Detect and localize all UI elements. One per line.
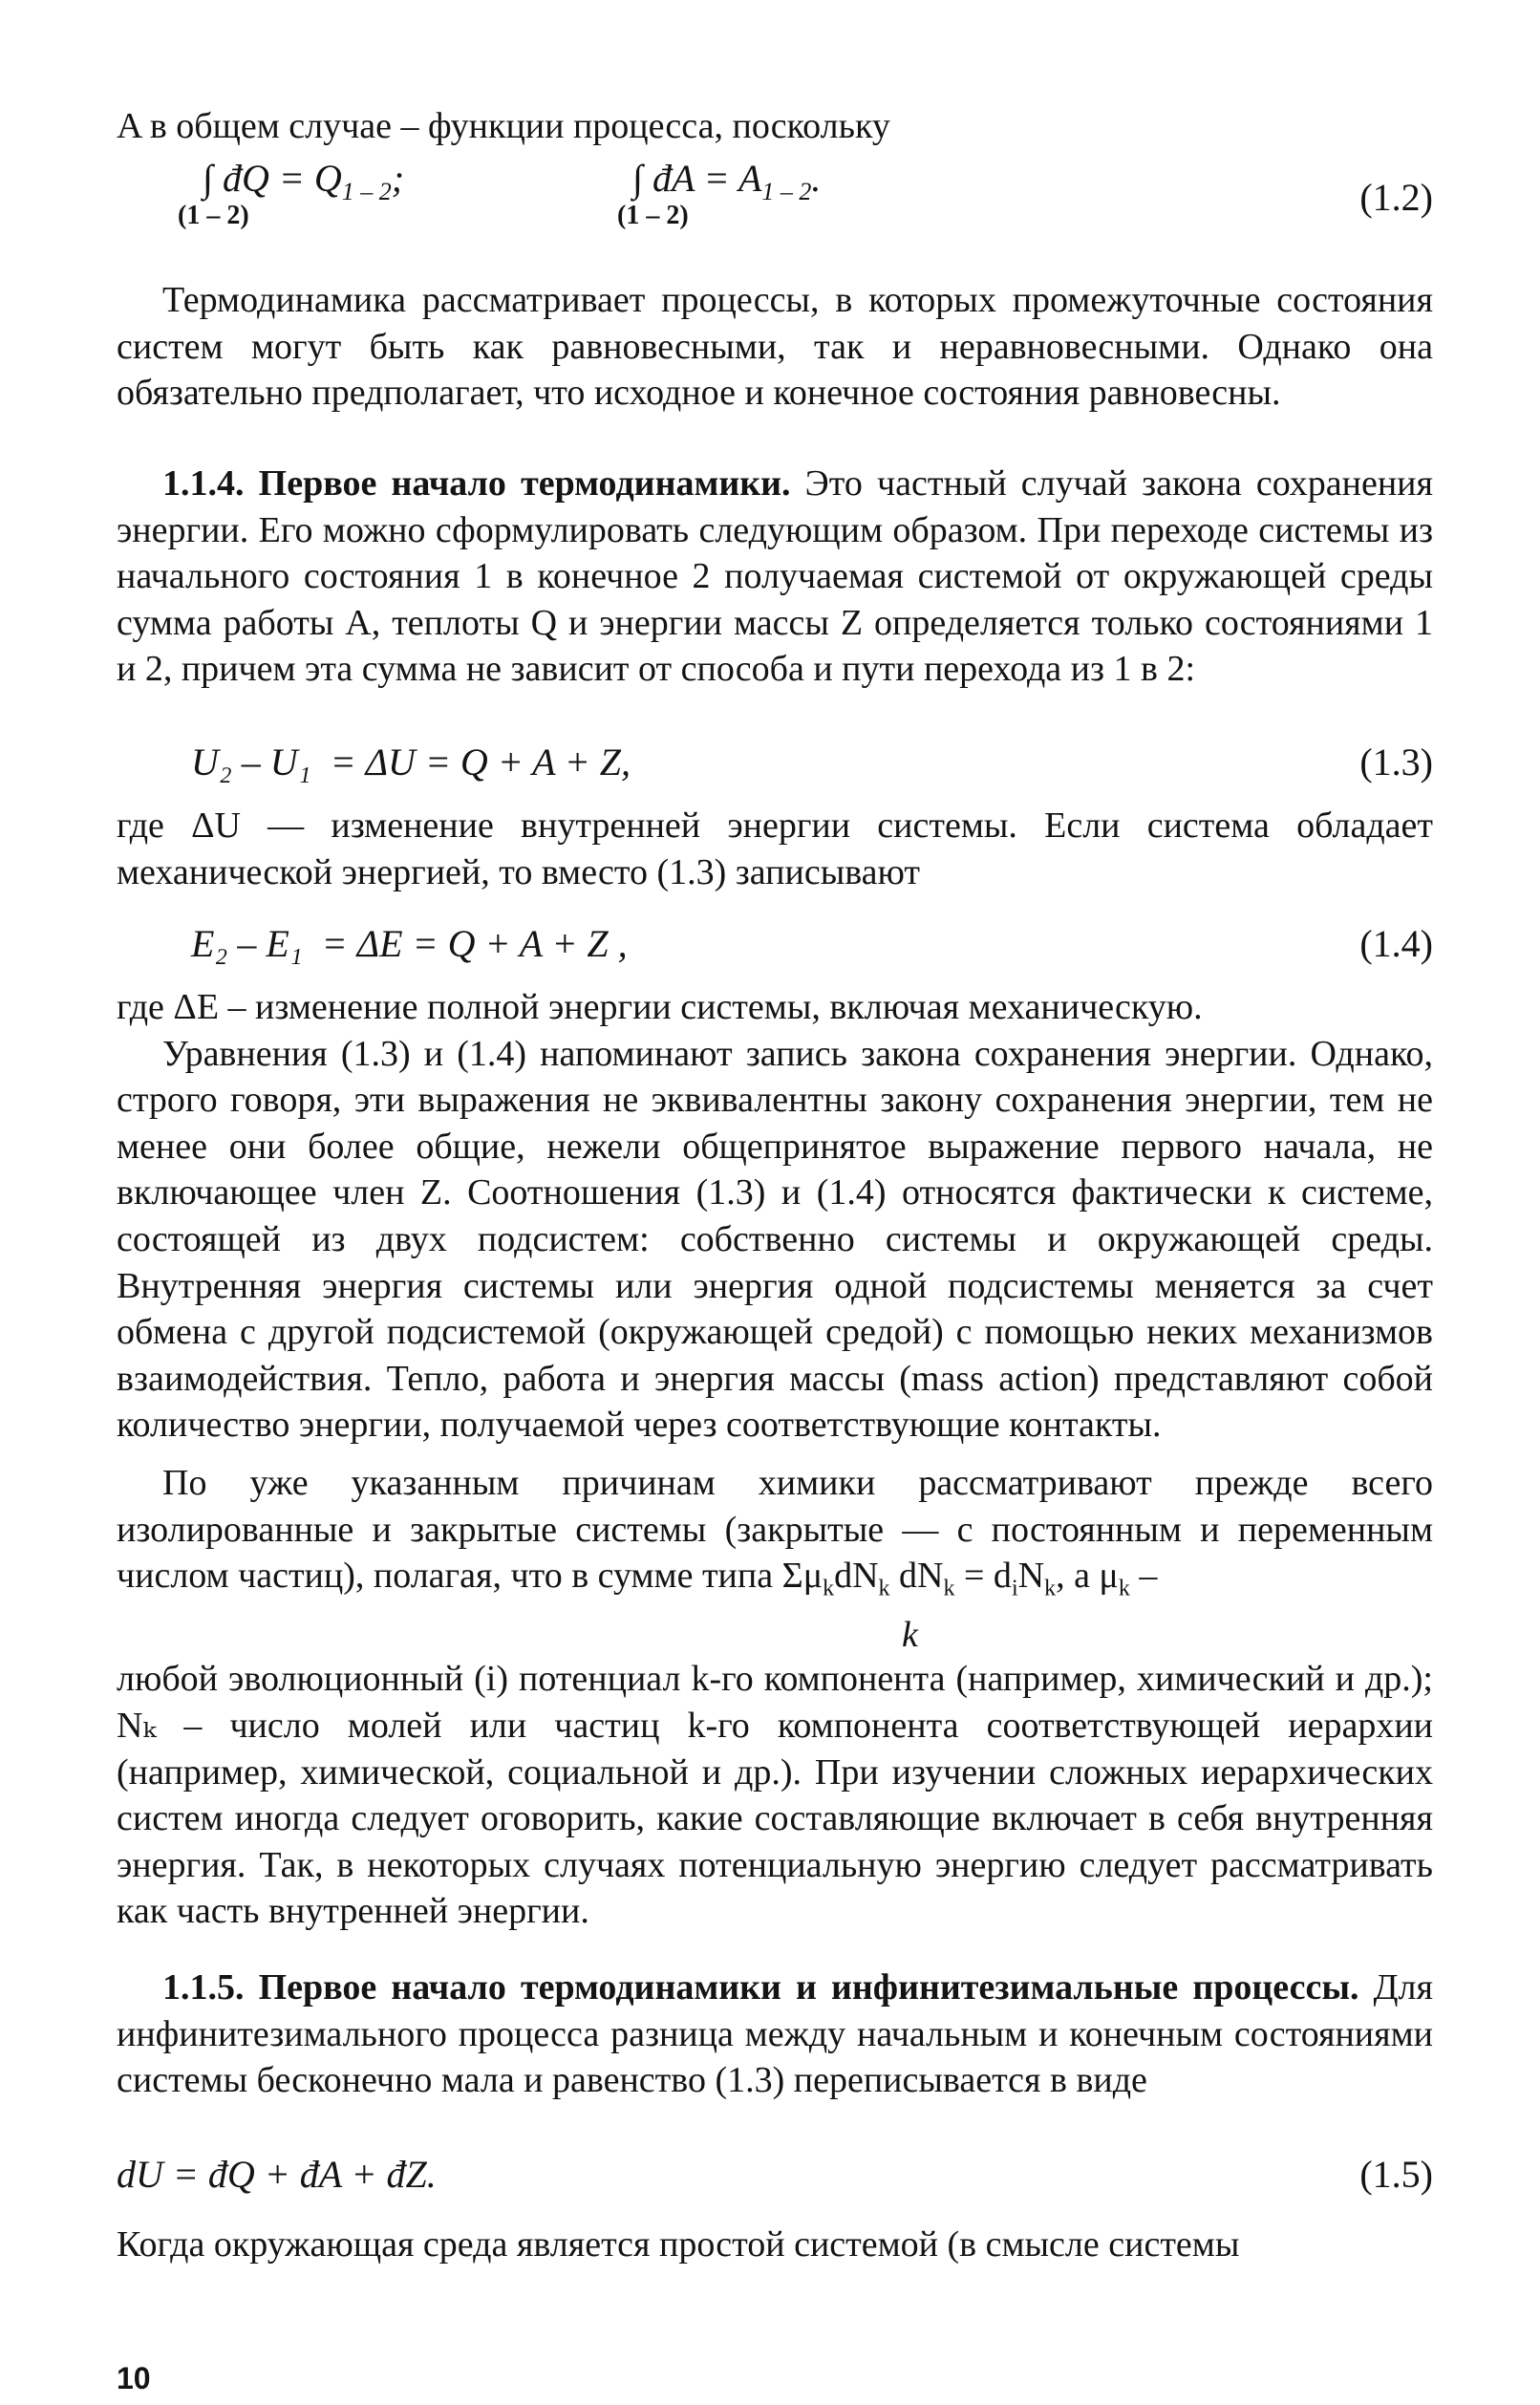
intro-line: A в общем случае – функции процесса, поскольку (117, 106, 890, 146)
paragraph-intro: Термодинамика рассматривает процессы, в которых промежуточные состояния систем могут быть как равновесными, так и неравновесными. Однако она обязательно предполагает, что исходное и конечное состояния равновесны. (117, 280, 1433, 414)
paragraph-chemists: По уже указанным причинам химики рассматривают прежде всего изолированные и закрытые системы (закрытые — с постоянным и переменным числом частиц), полагая, что в сумме типа $\Sigma\mu_kdN_k$ $dN_k = d_iN_k$, а $\mu_k$ – k любой эволюционный (i) потенциал k-го компонента (например, химический и др.); Nₖ – число молей или частиц k-го компонента соответствующей иерархии (например, химической, социальной и др.). При изучении сложных иерархических систем иногда следует оговорить, какие составляющие включает в себя внутренняя энергия. Так, в некоторых случаях потенциальную энергию следует рассматривать как часть внутренней энергии. (117, 1463, 1433, 1932)
section-1-1-5: 1.1.5. Первое начало термодинамики и инфинитезимальные процессы. Для инфинитезимального процесса разница между начальным и конечным состояниями системы бесконечно мала и равенство (1.3) переписывается в виде (117, 1967, 1433, 2101)
equation-number: (1.3) (1359, 741, 1433, 784)
equation-number: (1.2) (1359, 176, 1433, 219)
section-heading: 1.1.4. Первое начало термодинамики. (162, 463, 791, 504)
equation-number: (1.5) (1359, 2153, 1433, 2196)
paragraph-delta-u: где ΔU — изменение внутренней энергии системы. Если система обладает механической энергией, то вместо (1.3) записывают (117, 805, 1433, 892)
integral-heat: ∫ đQ = $Q_{1 - 2}$; (203, 157, 405, 205)
section-1-1-4: 1.1.4. Первое начало термодинамики. Это частный случай закона сохранения энергии. Его можно сформулировать следующим образом. При переходе системы из начального состояния 1 в конечное 2 получаемая системой от окружающей среды сумма работы A, теплоты Q и энергии массы Z определяется только состояниями 1 и 2, причем эта сумма не зависит от способа и пути перехода из 1 в 2: (117, 463, 1433, 690)
paragraph-delta-e: где ΔE – изменение полной энергии системы, включая механическую. Уравнения (1.3) и (1.4) напоминают запись закона сохранения энергии. Однако, строго говоря, эти выражения не эквивалентны закону сохранения энергии, тем не менее они более общие, нежели общепринятое выражение первого начала, не включающее член Z. Соотношения (1.3) и (1.4) относятся фактически к системе, состоящей из двух подсистем: собственно системы и окружающей среды. Внутренняя энергия системы или энергия одной подсистемы меняется за счет обмена с другой подсистемой (окружающей средой) с помощью неких механизмов взаимодействия. Тепло, работа и энергия массы (mass action) представляют собой количество энергии, получаемой через соответствующие контакты. (117, 987, 1433, 1446)
integral-work: ∫ đA = $A_{1 - 2}$. (632, 157, 822, 205)
equation-1-3: U₂ – U₁ = ΔU = Q + A + Z, (1.3) (117, 736, 1433, 789)
equation-1-5: dU = đQ + đA + đZ. (1.5) (117, 2148, 1433, 2201)
sum-index: k (902, 1615, 918, 1656)
integral-work-range: (1 – 2) (617, 201, 689, 230)
equation-1-2 (117, 158, 1433, 263)
integral-heat-range: (1 – 2) (178, 201, 249, 230)
page-number: 10 (117, 2361, 151, 2395)
paragraph-last: Когда окружающая среда является простой системой (в смысле системы (117, 2224, 1240, 2265)
section-heading: 1.1.5. Первое начало термодинамики и инфинитезимальные процессы. (162, 1967, 1359, 2008)
equation-1-4: E₂ – E₁ = ΔE = Q + A + Z , (1.4) (117, 917, 1433, 971)
equation-number: (1.4) (1359, 922, 1433, 965)
